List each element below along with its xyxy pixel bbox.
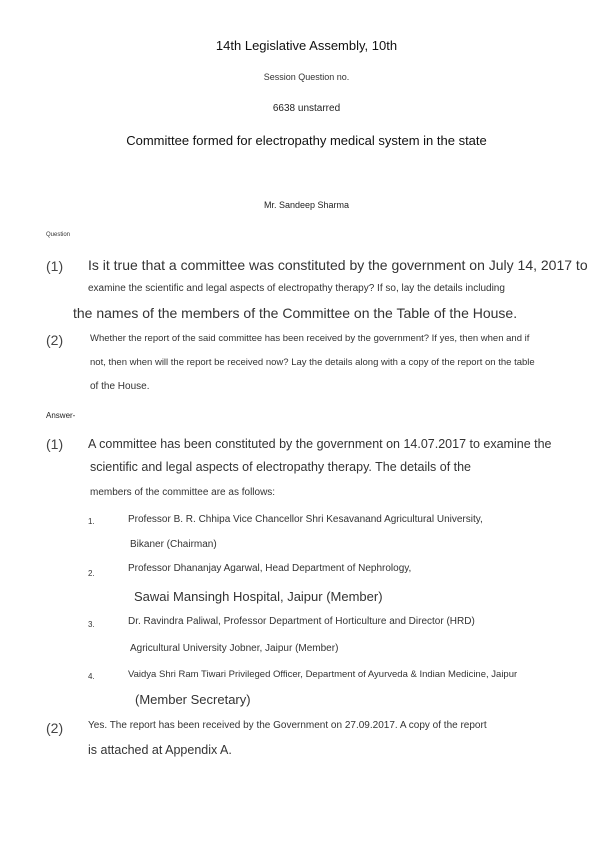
member-3-line-1: Dr. Ravindra Paliwal, Professor Department of Horticulture and Director (HRD) <box>128 616 475 627</box>
member-4-line-1: Vaidya Shri Ram Tiwari Privileged Officer, Department of Ayurveda & Indian Medicine, Jaipur <box>128 669 518 680</box>
question-1-line-1: Is it true that a committee was constituted by the government on July 14, 2017 to <box>88 257 588 273</box>
member-3-line-2: Agricultural University Jobner, Jaipur (Member) <box>130 643 339 654</box>
question-2-line-2: not, then when will the report be received now? Lay the details along with a copy of the report on the table <box>90 357 535 368</box>
answer-2-number: (2) <box>46 720 64 736</box>
assembly-heading: 14th Legislative Assembly, 10th <box>215 38 398 53</box>
member-3-number: 3. <box>88 620 95 629</box>
question-1-number: (1) <box>46 258 64 274</box>
answer-2-line-2: is attached at Appendix A. <box>88 743 232 757</box>
member-name: Mr. Sandeep Sharma <box>263 200 350 210</box>
member-4-line-2: (Member Secretary) <box>135 692 251 707</box>
question-2-line-1: Whether the report of the said committee has been received by the government? If yes, then when and if <box>90 333 530 344</box>
member-1-number: 1. <box>88 517 95 526</box>
question-2-line-3: of the House. <box>90 381 150 392</box>
answer-2-line-1: Yes. The report has been received by the Government on 27.09.2017. A copy of the report <box>88 720 487 731</box>
member-1-line-1: Professor B. R. Chhipa Vice Chancellor Shri Kesavanand Agricultural University, <box>128 514 483 525</box>
question-1-line-2: examine the scientific and legal aspects of electropathy therapy? If so, lay the details including <box>88 283 505 294</box>
question-1-line-3: the names of the members of the Committee on the Table of the House. <box>73 305 518 321</box>
question-2-number: (2) <box>46 332 64 348</box>
member-2-line-2: Sawai Mansingh Hospital, Jaipur (Member) <box>134 589 383 604</box>
answer-1-line-2: scientific and legal aspects of electropathy therapy. The details of the <box>90 460 472 474</box>
document-title: Committee formed for electropathy medical system in the state <box>126 133 487 148</box>
member-2-line-1: Professor Dhananjay Agarwal, Head Department of Nephrology, <box>128 563 412 574</box>
member-2-number: 2. <box>88 569 95 578</box>
question-number: 6638 unstarred <box>272 103 341 114</box>
answer-1-line-3: members of the committee are as follows: <box>90 487 276 498</box>
member-4-number: 4. <box>88 672 95 681</box>
session-label: Session Question no. <box>263 72 350 82</box>
answer-label: Answer- <box>46 411 76 420</box>
answer-1-line-1: A committee has been constituted by the government on 14.07.2017 to examine the <box>88 437 552 451</box>
answer-1-number: (1) <box>46 436 64 452</box>
member-1-line-2: Bikaner (Chairman) <box>130 539 217 550</box>
question-label: Question <box>46 232 71 238</box>
